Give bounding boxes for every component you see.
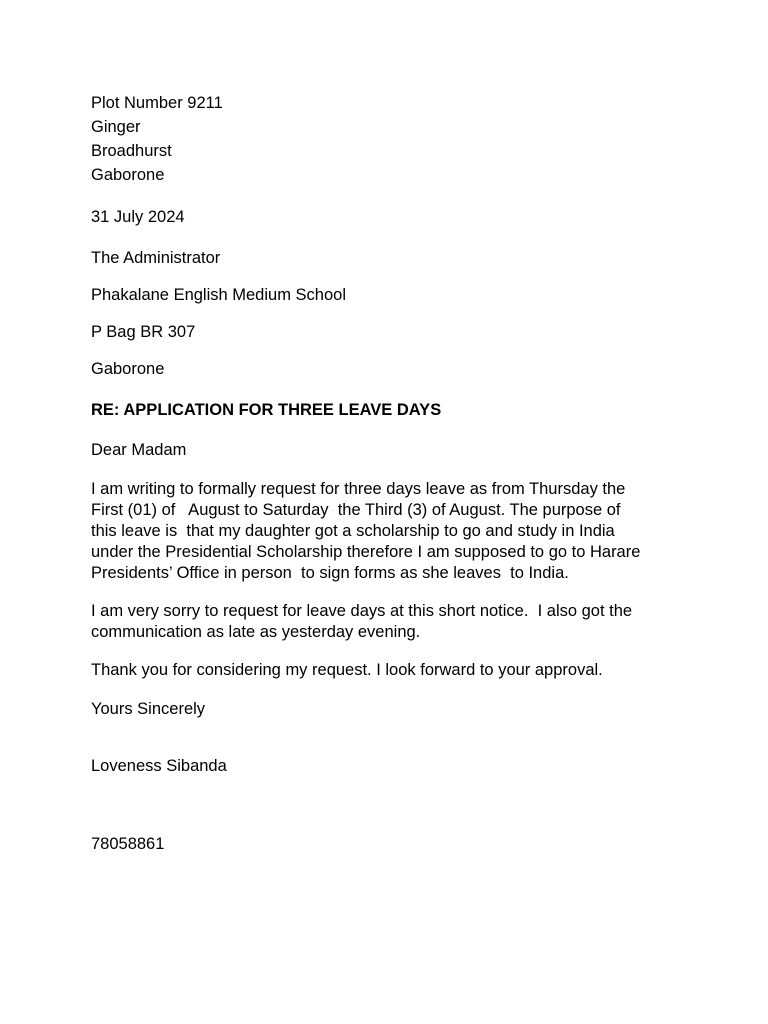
body-paragraph-2-line: communication as late as yesterday evening.: [91, 623, 421, 641]
sender-address-line-2: Ginger: [91, 118, 141, 136]
recipient-title: The Administrator: [91, 249, 221, 267]
body-paragraph-3: Thank you for considering my request. I look forward to your approval.: [91, 661, 603, 679]
body-paragraph-1-line: under the Presidential Scholarship therefore I am supposed to go to Harare: [91, 543, 641, 561]
body-paragraph-1-line: First (01) of August to Saturday the Third (3) of August. The purpose of: [91, 501, 621, 519]
salutation: Dear Madam: [91, 441, 187, 459]
body-paragraph-1-line: this leave is that my daughter got a scholarship to go and study in India: [91, 522, 615, 540]
sender-address-line-1: Plot Number 9211: [91, 94, 223, 112]
closing: Yours Sincerely: [91, 700, 206, 718]
letter-subject: RE: APPLICATION FOR THREE LEAVE DAYS: [91, 401, 442, 419]
body-paragraph-1-line: I am writing to formally request for three days leave as from Thursday the: [91, 480, 626, 498]
body-paragraph-1-line: Presidents’ Office in person to sign forms as she leaves to India.: [91, 564, 569, 582]
sender-address-line-3: Broadhurst: [91, 142, 172, 160]
letter-date: 31 July 2024: [91, 208, 185, 226]
body-paragraph-1: [91, 479, 691, 584]
recipient-school: Phakalane English Medium School: [91, 286, 346, 304]
recipient-postal: P Bag BR 307: [91, 323, 196, 341]
body-paragraph-2: [91, 601, 691, 643]
signatory-name: Loveness Sibanda: [91, 757, 227, 775]
body-paragraph-2-line: I am very sorry to request for leave days at this short notice. I also got the: [91, 602, 633, 620]
sender-address-line-4: Gaborone: [91, 166, 165, 184]
phone-number: 78058861: [91, 835, 165, 853]
recipient-city: Gaborone: [91, 360, 165, 378]
